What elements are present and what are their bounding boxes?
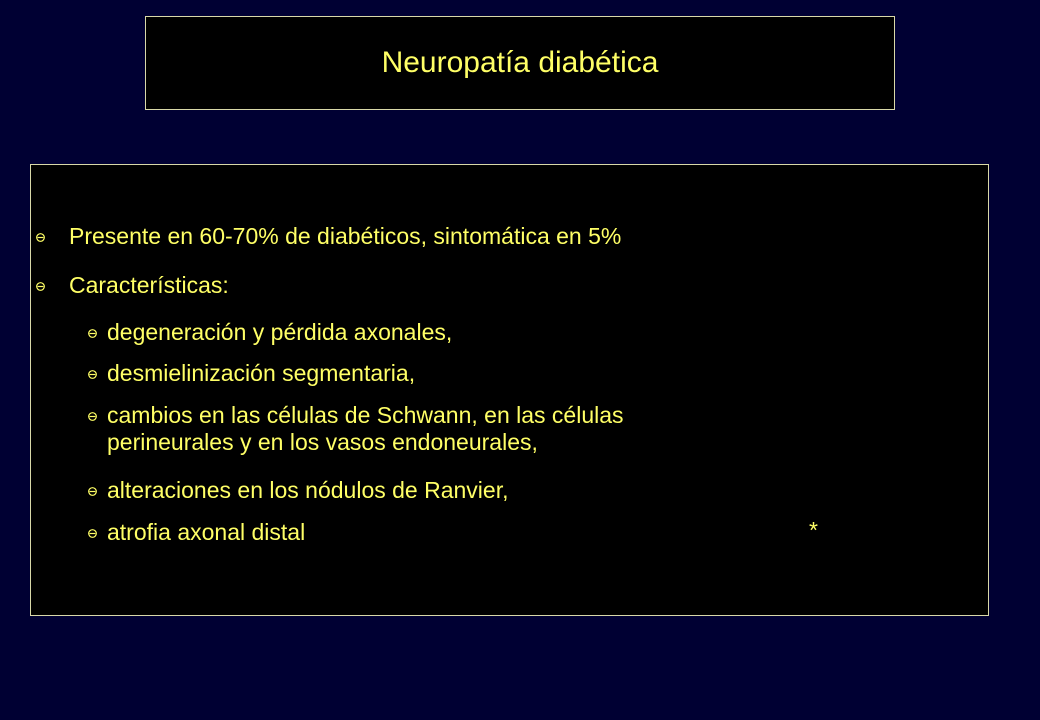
bullet-item (36, 272, 229, 299)
bullet-dot-icon (88, 487, 97, 496)
sub-bullet-item (88, 319, 452, 346)
sub-bullet-item (88, 360, 415, 387)
sub-bullet-text (107, 402, 624, 456)
bullet-dot-icon (88, 529, 97, 538)
bullet-dot-icon (88, 370, 97, 379)
content-box (30, 164, 989, 616)
slide-title: Neuropatía diabética (381, 46, 659, 79)
bullet-text: Presente en 60-70% de diabéticos, sintomática en 5% (69, 223, 622, 249)
bullet-item (36, 223, 621, 250)
bullet-dot-icon (88, 329, 97, 338)
bullet-dot-icon (36, 233, 45, 242)
bullet-dot-icon (36, 282, 45, 291)
sub-bullet-line: perineurales y en los vasos endoneurales, (107, 429, 538, 455)
bullet-dot-icon (88, 412, 97, 421)
sub-bullet-item (88, 519, 305, 546)
sub-bullet-text: degeneración y pérdida axonales, (107, 319, 453, 345)
sub-bullet-text: alteraciones en los nódulos de Ranvier, (107, 477, 509, 503)
bullet-text: Características: (69, 272, 229, 298)
sub-bullet-line: cambios en las células de Schwann, en las células (107, 402, 624, 428)
sub-bullet-item (88, 477, 508, 504)
sub-bullet-text: desmielinización segmentaria, (107, 360, 416, 386)
sub-bullet-text: atrofia axonal distal (107, 519, 306, 545)
title-box (145, 16, 895, 110)
sub-bullet-item (88, 402, 624, 456)
footnote-mark: * (809, 517, 818, 543)
